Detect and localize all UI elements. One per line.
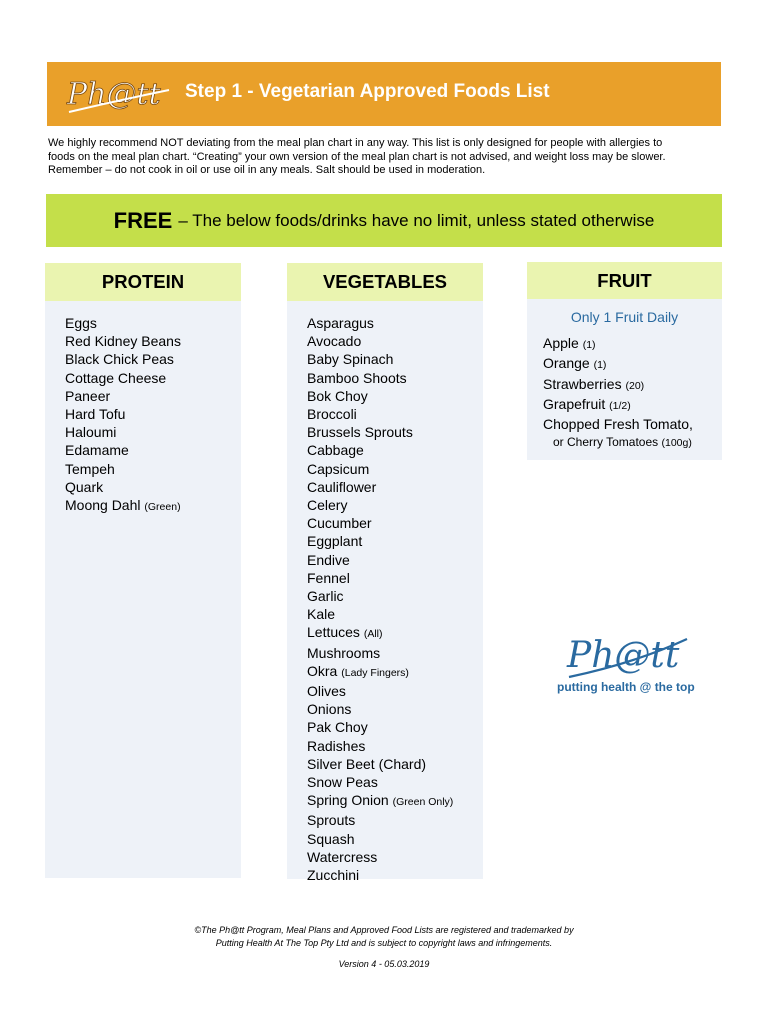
fruit-heading: FRUIT bbox=[527, 262, 722, 299]
intro-line: foods on the meal plan chart. “Creating” your own version of the meal plan chart is not advised, and weight loss may be slower. bbox=[48, 150, 666, 163]
list-item bbox=[65, 387, 181, 405]
item-name: Orange bbox=[543, 355, 590, 372]
intro-line: We highly recommend NOT deviating from the meal plan chart in any way. This list is only designed for people with allergies to bbox=[48, 137, 663, 149]
item-name: Quark bbox=[65, 478, 104, 495]
list-item bbox=[307, 848, 453, 866]
list-item bbox=[307, 314, 453, 332]
item-name: Zucchini bbox=[307, 867, 360, 884]
list-item bbox=[65, 423, 181, 441]
item-name: Radishes bbox=[307, 737, 366, 754]
item-name: Bamboo Shoots bbox=[307, 369, 407, 386]
item-name: Avocado bbox=[307, 333, 362, 350]
item-name: Grapefruit bbox=[543, 395, 606, 412]
list-item bbox=[307, 811, 453, 829]
list-item bbox=[307, 423, 453, 441]
item-name: or Cherry Tomatoes bbox=[553, 435, 659, 450]
item-name: Cottage Cheese bbox=[65, 369, 167, 386]
item-name: Onions bbox=[307, 701, 352, 718]
item-note: (Lady Fingers) bbox=[341, 666, 409, 679]
item-name: Chopped Fresh Tomato, bbox=[543, 416, 693, 433]
list-item bbox=[65, 314, 181, 332]
item-name: Hard Tofu bbox=[65, 406, 126, 423]
list-item bbox=[65, 441, 181, 459]
item-name: Cucumber bbox=[307, 515, 372, 532]
item-note: (100g) bbox=[661, 437, 692, 450]
item-name: Fennel bbox=[307, 569, 350, 586]
fruit-list bbox=[543, 334, 693, 453]
list-item bbox=[65, 332, 181, 350]
list-item bbox=[307, 405, 453, 423]
item-name: Brussels Sprouts bbox=[307, 424, 413, 441]
item-name: Kale bbox=[307, 606, 336, 623]
list-item bbox=[65, 460, 181, 478]
list-item bbox=[307, 830, 453, 848]
item-name: Lettuces bbox=[307, 624, 360, 641]
item-note: (20) bbox=[625, 379, 645, 392]
list-item bbox=[65, 350, 181, 368]
item-name: Apple bbox=[543, 335, 579, 351]
item-note: (Green) bbox=[144, 501, 181, 514]
list-item bbox=[307, 662, 453, 682]
header-logo-text: Ph@tt bbox=[67, 77, 161, 112]
item-name: Squash bbox=[307, 830, 355, 847]
list-item bbox=[307, 569, 453, 587]
list-item bbox=[307, 682, 453, 700]
item-name: Paneer bbox=[65, 387, 111, 404]
copyright-footer bbox=[0, 924, 768, 949]
item-name: Pak Choy bbox=[307, 719, 368, 736]
list-item bbox=[307, 441, 453, 459]
list-item bbox=[65, 496, 181, 516]
brand-logo-text: Ph@tt bbox=[567, 635, 680, 676]
item-name: Snow Peas bbox=[307, 774, 378, 791]
list-item bbox=[307, 791, 453, 811]
fruit-subheading: Only 1 Fruit Daily bbox=[570, 309, 679, 325]
vegetables-list bbox=[307, 314, 453, 884]
intro-line: Remember – do not cook in oil or use oil in any meals. Salt should be used in moderation. bbox=[48, 164, 486, 176]
protein-heading: PROTEIN bbox=[45, 263, 241, 301]
list-item bbox=[543, 415, 693, 433]
fruit-column bbox=[527, 299, 722, 460]
vegetables-heading: VEGETABLES bbox=[287, 263, 483, 301]
item-note: (1) bbox=[593, 359, 607, 372]
footer-line: ©The Ph@tt Program, Meal Plans and Approved Food Lists are registered and trademarked by bbox=[194, 925, 574, 935]
intro-text bbox=[48, 137, 720, 178]
list-item bbox=[307, 605, 453, 623]
list-item bbox=[307, 532, 453, 550]
list-item bbox=[307, 496, 453, 514]
list-item bbox=[65, 405, 181, 423]
item-name: Strawberries bbox=[543, 375, 622, 392]
item-name: Red Kidney Beans bbox=[65, 333, 181, 350]
list-item bbox=[307, 387, 453, 405]
item-name: Moong Dahl bbox=[65, 497, 141, 514]
list-item bbox=[307, 478, 453, 496]
list-item bbox=[307, 551, 453, 569]
list-item bbox=[307, 587, 453, 605]
phatt-logo-icon bbox=[65, 70, 175, 118]
list-item bbox=[307, 866, 453, 884]
list-item bbox=[307, 369, 453, 387]
item-name: Watercress bbox=[307, 848, 378, 865]
item-name: Celery bbox=[307, 497, 348, 514]
item-name: Mushrooms bbox=[307, 644, 381, 661]
protein-list bbox=[65, 314, 181, 516]
item-note: (1/2) bbox=[609, 399, 631, 412]
list-item bbox=[307, 773, 453, 791]
item-name: Sprouts bbox=[307, 812, 356, 829]
free-word: FREE bbox=[113, 207, 173, 233]
list-item bbox=[307, 332, 453, 350]
item-name: Garlic bbox=[307, 588, 344, 605]
item-name: Spring Onion bbox=[307, 792, 389, 809]
list-item bbox=[65, 478, 181, 496]
item-name: Haloumi bbox=[65, 424, 117, 441]
item-note: (All) bbox=[363, 628, 383, 641]
item-name: Asparagus bbox=[307, 315, 374, 331]
list-item bbox=[307, 700, 453, 718]
item-name: Eggs bbox=[65, 315, 97, 331]
item-name: Edamame bbox=[65, 442, 129, 459]
list-item bbox=[543, 375, 693, 395]
free-banner bbox=[46, 194, 722, 247]
list-item bbox=[307, 623, 453, 643]
item-name: Olives bbox=[307, 683, 346, 700]
item-name: Endive bbox=[307, 551, 350, 568]
free-description: – The below foods/drinks have no limit, unless stated otherwise bbox=[178, 210, 655, 230]
brand-tagline: putting health @ the top bbox=[557, 680, 695, 694]
item-note: (1) bbox=[582, 339, 596, 351]
header-bar bbox=[47, 62, 721, 126]
list-item bbox=[307, 644, 453, 662]
list-item bbox=[307, 737, 453, 755]
list-item bbox=[543, 395, 693, 415]
item-note: (Green Only) bbox=[392, 796, 454, 809]
version-label: Version 4 - 05.03.2019 bbox=[338, 959, 430, 969]
page-title: Step 1 - Vegetarian Approved Foods List bbox=[185, 81, 550, 102]
item-name: Black Chick Peas bbox=[65, 351, 174, 368]
item-name: Capsicum bbox=[307, 460, 370, 477]
list-item bbox=[307, 718, 453, 736]
list-item bbox=[307, 350, 453, 368]
item-name: Cauliflower bbox=[307, 478, 377, 495]
vegetables-column bbox=[287, 301, 483, 884]
item-name: Bok Choy bbox=[307, 387, 368, 404]
item-name: Okra bbox=[307, 662, 338, 679]
list-item bbox=[543, 354, 693, 374]
list-item bbox=[543, 334, 693, 354]
protein-column bbox=[45, 301, 241, 878]
item-name: Eggplant bbox=[307, 533, 363, 550]
list-item bbox=[307, 460, 453, 478]
list-item bbox=[65, 369, 181, 387]
list-item bbox=[307, 755, 453, 773]
item-name: Cabbage bbox=[307, 442, 364, 459]
footer-line: Putting Health At The Top Pty Ltd and is subject to copyright laws and infringements. bbox=[215, 937, 553, 948]
item-name: Baby Spinach bbox=[307, 351, 394, 368]
item-name: Tempeh bbox=[65, 460, 115, 477]
item-name: Broccoli bbox=[307, 406, 357, 423]
list-item bbox=[307, 514, 453, 532]
list-item bbox=[543, 433, 693, 452]
item-name: Silver Beet (Chard) bbox=[307, 755, 427, 772]
